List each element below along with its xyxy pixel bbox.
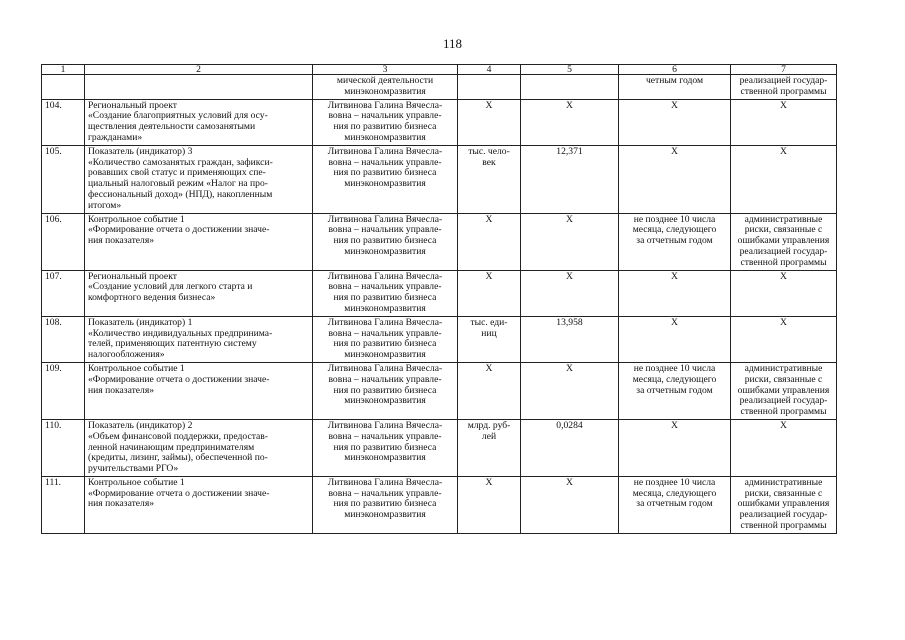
cell-line: ственной программы bbox=[740, 256, 827, 268]
cell-line: «Создание условий для легкого старта и bbox=[88, 281, 253, 293]
cell-line: минэкономразвития bbox=[344, 85, 426, 97]
cell-line: гражданами» bbox=[88, 131, 143, 143]
row-name bbox=[85, 362, 313, 419]
cell-line: налогообложения» bbox=[88, 349, 165, 361]
cell-line: Х bbox=[780, 99, 787, 111]
row-risks bbox=[731, 476, 837, 533]
row-responsible bbox=[313, 476, 458, 533]
table-header bbox=[42, 65, 837, 75]
cell-line: Х bbox=[780, 316, 787, 328]
row-deadline bbox=[619, 476, 731, 533]
row-name bbox=[85, 316, 313, 362]
cell-line: минэкономразвития bbox=[344, 178, 426, 190]
cell-line: Х bbox=[485, 362, 493, 374]
cell-line: минэкономразвития bbox=[344, 452, 426, 464]
cell-line: ния показателя» bbox=[88, 235, 155, 247]
cell-line: минэкономразвития bbox=[344, 395, 426, 407]
row-value: Х bbox=[521, 270, 619, 316]
cell-line: телей, применяющих патентную систему bbox=[88, 338, 257, 350]
cell-line: риски, связанные с bbox=[744, 373, 823, 385]
cell-line: циальный налоговый режим «Налог на про- bbox=[88, 178, 268, 190]
row-deadline bbox=[619, 362, 731, 419]
table-body bbox=[42, 75, 837, 534]
cell-line: месяца, следующего bbox=[632, 487, 717, 499]
column-header: 5 bbox=[521, 65, 619, 75]
row-number: 107. bbox=[42, 270, 85, 316]
cell-line: тыс. чело- bbox=[468, 145, 510, 157]
cell-line: месяца, следующего bbox=[632, 224, 717, 236]
cell-line: млрд. руб- bbox=[467, 419, 511, 431]
cell-line: Литвинова Галина Вячесла- bbox=[327, 270, 443, 282]
cell-line: «Объем финансовой поддержки, предостав- bbox=[88, 430, 269, 442]
row-number: 104. bbox=[42, 99, 85, 145]
cell-line: Х bbox=[485, 270, 493, 282]
cell-line: месяца, следующего bbox=[632, 373, 717, 385]
row-responsible bbox=[313, 419, 458, 476]
cell-line: Литвинова Галина Вячесла- bbox=[327, 99, 443, 111]
cell-line: риски, связанные с bbox=[744, 487, 823, 499]
row-value: 12,371 bbox=[521, 145, 619, 213]
cell-line: не позднее 10 числа bbox=[633, 476, 716, 488]
row-unit bbox=[458, 75, 521, 100]
table-row bbox=[42, 99, 837, 145]
cell-line: «Формирование отчета о достижении значе- bbox=[88, 487, 270, 499]
row-risks bbox=[731, 145, 837, 213]
cell-line: минэкономразвития bbox=[344, 349, 426, 361]
row-name bbox=[85, 419, 313, 476]
cell-line: ния по развитию бизнеса bbox=[333, 167, 437, 179]
cell-line: Контрольное событие 1 bbox=[88, 476, 185, 488]
table-row bbox=[42, 75, 837, 100]
cell-line: за отчетным годом bbox=[636, 498, 713, 510]
cell-line: Показатель (индикатор) 2 bbox=[88, 419, 193, 431]
row-deadline bbox=[619, 270, 731, 316]
cell-line: «Количество самозанятых граждан, зафикси- bbox=[88, 156, 273, 168]
row-unit bbox=[458, 362, 521, 419]
cell-line: Х bbox=[485, 99, 493, 111]
row-number: 111. bbox=[42, 476, 85, 533]
page-number: 118 bbox=[442, 36, 463, 51]
row-number: 106. bbox=[42, 213, 85, 270]
row-risks bbox=[731, 213, 837, 270]
row-unit bbox=[458, 476, 521, 533]
cell-line: Показатель (индикатор) 1 bbox=[88, 316, 193, 328]
cell-line: Контрольное событие 1 bbox=[88, 213, 185, 225]
cell-line: комфортного ведения бизнеса» bbox=[88, 292, 216, 304]
table-row bbox=[42, 316, 837, 362]
row-risks bbox=[731, 99, 837, 145]
row-deadline bbox=[619, 419, 731, 476]
row-unit bbox=[458, 316, 521, 362]
cell-line: вовна – начальник управле- bbox=[328, 224, 442, 236]
cell-line: «Количество индивидуальных предпринима- bbox=[88, 327, 273, 339]
column-header: 4 bbox=[458, 65, 521, 75]
row-value: 13,958 bbox=[521, 316, 619, 362]
row-value: Х bbox=[521, 476, 619, 533]
cell-line: ния по развитию бизнеса bbox=[333, 441, 437, 453]
row-number bbox=[42, 75, 85, 100]
column-header: 7 bbox=[731, 65, 837, 75]
table-row bbox=[42, 476, 837, 533]
cell-line: административные bbox=[744, 362, 823, 374]
row-responsible bbox=[313, 316, 458, 362]
row-responsible bbox=[313, 270, 458, 316]
cell-line: итогом» bbox=[88, 199, 122, 211]
row-deadline bbox=[619, 316, 731, 362]
cell-line: Литвинова Галина Вячесла- bbox=[327, 213, 443, 225]
cell-line: ния по развитию бизнеса bbox=[333, 498, 437, 510]
row-number: 109. bbox=[42, 362, 85, 419]
table-row bbox=[42, 270, 837, 316]
cell-line: реализацией государ- bbox=[739, 509, 828, 521]
cell-line: ния по развитию бизнеса bbox=[333, 384, 437, 396]
cell-line: четным годом bbox=[645, 75, 704, 86]
row-risks bbox=[731, 419, 837, 476]
row-value: Х bbox=[521, 99, 619, 145]
column-header: 3 bbox=[313, 65, 458, 75]
cell-line: Показатель (индикатор) 3 bbox=[88, 145, 193, 157]
cell-line: ровавших свой статус и применяющих спе- bbox=[88, 167, 266, 179]
row-responsible bbox=[313, 145, 458, 213]
cell-line: Х bbox=[485, 476, 493, 488]
row-responsible bbox=[313, 75, 458, 100]
row-deadline bbox=[619, 75, 731, 100]
cell-line: вовна – начальник управле- bbox=[328, 430, 442, 442]
cell-line: ошибками управления bbox=[737, 235, 830, 247]
row-name bbox=[85, 75, 313, 100]
row-number: 108. bbox=[42, 316, 85, 362]
row-value bbox=[521, 75, 619, 100]
row-value: Х bbox=[521, 213, 619, 270]
cell-line: фессиональный доход» (НПД), накопленным bbox=[88, 188, 273, 200]
cell-line: за отчетным годом bbox=[636, 235, 713, 247]
cell-line: административные bbox=[744, 476, 823, 488]
row-value: Х bbox=[521, 362, 619, 419]
cell-line: (кредиты, лизинг, займы), обеспеченной по- bbox=[88, 452, 268, 464]
row-unit bbox=[458, 270, 521, 316]
cell-line: ручительствами РГО» bbox=[88, 463, 179, 475]
row-responsible bbox=[313, 362, 458, 419]
cell-line: Х bbox=[671, 270, 678, 282]
cell-line: Литвинова Галина Вячесла- bbox=[327, 145, 443, 157]
cell-line: ленной начинающим предпринимателям bbox=[88, 441, 255, 453]
row-unit bbox=[458, 99, 521, 145]
column-header: 1 bbox=[42, 65, 85, 75]
row-name bbox=[85, 213, 313, 270]
cell-line: век bbox=[482, 156, 496, 168]
row-deadline bbox=[619, 213, 731, 270]
row-risks bbox=[731, 270, 837, 316]
row-number: 105. bbox=[42, 145, 85, 213]
cell-line: вовна – начальник управле- bbox=[328, 487, 442, 499]
cell-line: минэкономразвития bbox=[344, 509, 426, 521]
cell-line: мической деятельности bbox=[336, 75, 434, 86]
row-name bbox=[85, 270, 313, 316]
row-unit bbox=[458, 145, 521, 213]
row-unit bbox=[458, 419, 521, 476]
cell-line: «Формирование отчета о достижении значе- bbox=[88, 373, 270, 385]
row-responsible bbox=[313, 99, 458, 145]
cell-line: не позднее 10 числа bbox=[633, 213, 716, 225]
cell-line: Литвинова Галина Вячесла- bbox=[327, 419, 443, 431]
cell-line: минэкономразвития bbox=[344, 245, 426, 257]
column-header: 2 bbox=[85, 65, 313, 75]
table-row bbox=[42, 145, 837, 213]
cell-line: вовна – начальник управле- bbox=[328, 281, 442, 293]
cell-line: Х bbox=[780, 145, 787, 157]
table-row bbox=[42, 213, 837, 270]
cell-line: Литвинова Галина Вячесла- bbox=[327, 316, 443, 328]
cell-line: ния по развитию бизнеса bbox=[333, 292, 437, 304]
cell-line: Литвинова Галина Вячесла- bbox=[327, 476, 443, 488]
cell-line: вовна – начальник управле- bbox=[328, 110, 442, 122]
cell-line: за отчетным годом bbox=[636, 384, 713, 396]
cell-line: реализацией государ- bbox=[739, 75, 828, 86]
cell-line: тыс. еди- bbox=[470, 316, 508, 328]
cell-line: вовна – начальник управле- bbox=[328, 156, 442, 168]
cell-line: риски, связанные с bbox=[744, 224, 823, 236]
row-responsible bbox=[313, 213, 458, 270]
cell-line: Х bbox=[780, 270, 787, 282]
cell-line: вовна – начальник управле- bbox=[328, 327, 442, 339]
row-deadline bbox=[619, 145, 731, 213]
cell-line: ошибками управления bbox=[737, 384, 830, 396]
cell-line: Региональный проект bbox=[88, 99, 177, 111]
cell-line: ния показателя» bbox=[88, 384, 155, 396]
row-name bbox=[85, 99, 313, 145]
cell-line: вовна – начальник управле- bbox=[328, 373, 442, 385]
cell-line: реализацией государ- bbox=[739, 245, 828, 257]
cell-line: ственной программы bbox=[740, 85, 827, 97]
plan-table bbox=[41, 64, 837, 534]
table-row bbox=[42, 419, 837, 476]
row-value: 0,0284 bbox=[521, 419, 619, 476]
cell-line: Х bbox=[671, 419, 678, 431]
row-deadline bbox=[619, 99, 731, 145]
row-risks bbox=[731, 316, 837, 362]
cell-line: «Формирование отчета о достижении значе- bbox=[88, 224, 270, 236]
table-row bbox=[42, 362, 837, 419]
cell-line: реализацией государ- bbox=[739, 395, 828, 407]
cell-line: ществления деятельности самозанятыми bbox=[88, 121, 256, 133]
cell-line: Региональный проект bbox=[88, 270, 177, 282]
cell-line: ственной программы bbox=[740, 406, 827, 418]
cell-line: ошибками управления bbox=[737, 498, 830, 510]
cell-line: минэкономразвития bbox=[344, 302, 426, 314]
row-name bbox=[85, 476, 313, 533]
row-unit bbox=[458, 213, 521, 270]
cell-line: Литвинова Галина Вячесла- bbox=[327, 362, 443, 374]
column-header: 6 bbox=[619, 65, 731, 75]
cell-line: Х bbox=[485, 213, 493, 225]
cell-line: административные bbox=[744, 213, 823, 225]
cell-line: Х bbox=[671, 99, 678, 111]
cell-line: не позднее 10 числа bbox=[633, 362, 716, 374]
cell-line: ния по развитию бизнеса bbox=[333, 121, 437, 133]
cell-line: лей bbox=[481, 430, 497, 442]
cell-line: Х bbox=[671, 316, 678, 328]
row-number: 110. bbox=[42, 419, 85, 476]
cell-line: Контрольное событие 1 bbox=[88, 362, 185, 374]
row-risks bbox=[731, 362, 837, 419]
cell-line: Х bbox=[671, 145, 678, 157]
cell-line: минэкономразвития bbox=[344, 131, 426, 143]
cell-line: ния показателя» bbox=[88, 498, 155, 510]
cell-line: «Создание благоприятных условий для осу- bbox=[88, 110, 268, 122]
cell-line: ния по развитию бизнеса bbox=[333, 338, 437, 350]
row-risks bbox=[731, 75, 837, 100]
row-name bbox=[85, 145, 313, 213]
cell-line: ниц bbox=[481, 327, 497, 339]
cell-line: ния по развитию бизнеса bbox=[333, 235, 437, 247]
cell-line: ственной программы bbox=[740, 520, 827, 532]
cell-line: Х bbox=[780, 419, 787, 431]
